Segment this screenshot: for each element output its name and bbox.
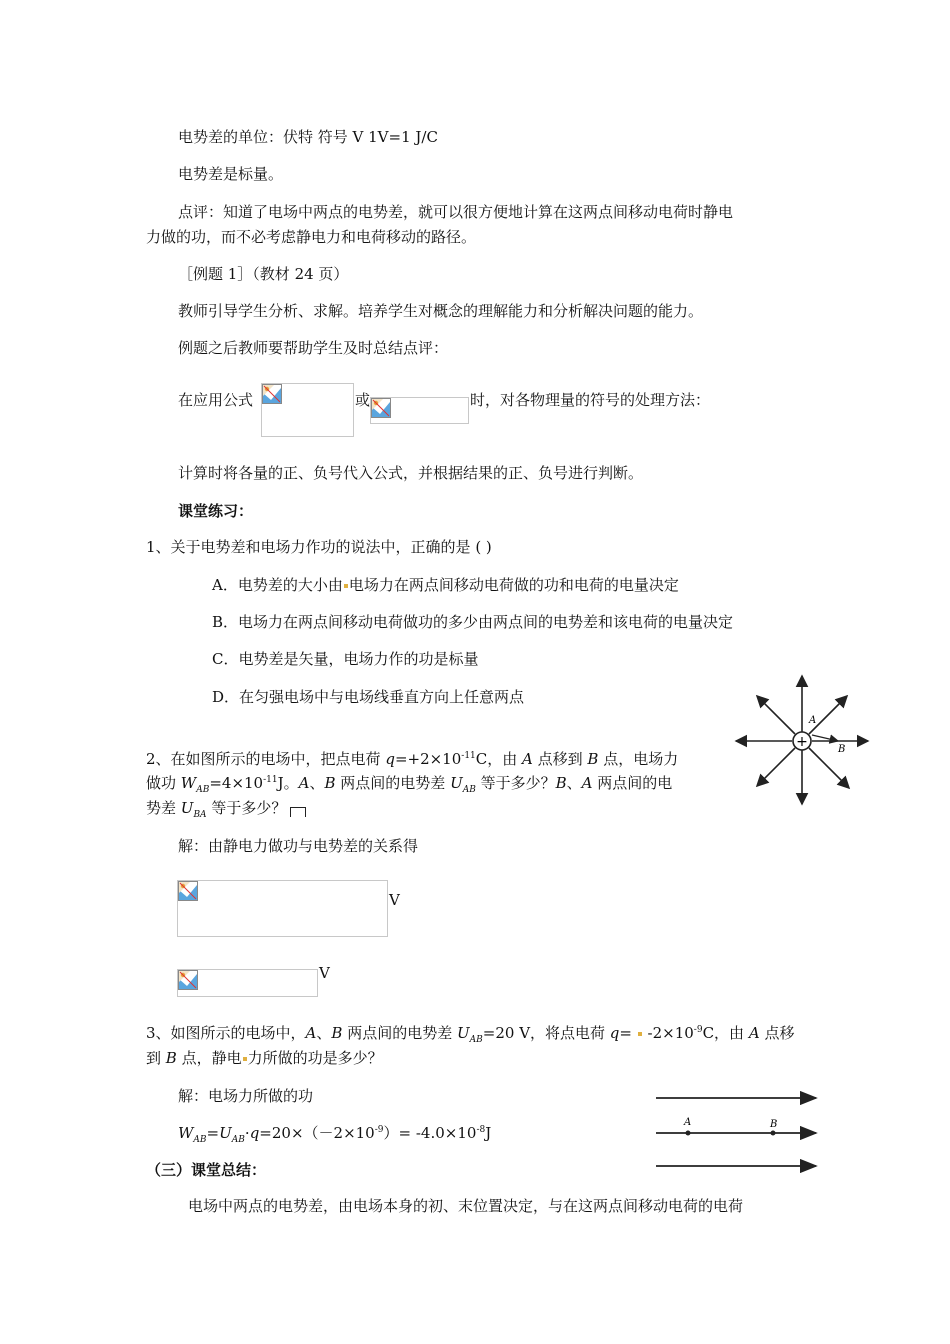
point-a [686, 1131, 691, 1136]
q3-text: 力所做的功是多少？ [247, 1049, 383, 1067]
q2-var-a: A [522, 750, 533, 768]
unit-line: 电势差的单位：伏特 符号 V 1V=1 J/C [178, 128, 438, 146]
radial-field-figure [732, 672, 872, 807]
q2-var-u: U [180, 799, 194, 817]
q2-var-b: B [587, 750, 599, 768]
q1-option-a-pre: A．电势差的大小由 [212, 576, 343, 594]
q2-var-u: U [450, 774, 463, 792]
teacher-line: 教师引导学生分析、求解。培养学生对概念的理解能力和分析解决问题的能力。 [178, 302, 704, 320]
q2-sub-ba: BA [193, 810, 207, 820]
example-title: ［例题 1］（教材 24 页） [178, 265, 349, 283]
q3-var-u: U [219, 1124, 232, 1142]
plus-sign: + [796, 734, 808, 750]
point-b [771, 1131, 776, 1136]
edit-mark [638, 1032, 642, 1036]
edit-mark [344, 584, 348, 588]
formula-tail: 时，对各物理量的符号的处理方法： [470, 391, 711, 409]
q3-text: =20×（－2×10 [259, 1124, 375, 1142]
anchor-mark [290, 807, 306, 817]
q3-solution: 解：电场力所做的功 [178, 1087, 314, 1105]
q3-line-2 [146, 1047, 383, 1069]
q2-line-3 [146, 797, 306, 819]
q3-text: 、 [316, 1024, 332, 1042]
summary-heading: （三）课堂总结： [146, 1161, 267, 1179]
q3-text: = [206, 1124, 220, 1142]
practice-heading: 课堂练习： [178, 502, 254, 520]
q3-exp: -9 [374, 1125, 384, 1135]
q2-unit-1: V [389, 891, 400, 909]
q3-text: 两点间的电势差 [342, 1024, 457, 1042]
q1-stem: 1、关于电势差和电场力作功的说法中，正确的是 ( ) [146, 538, 492, 556]
q3-var-q: q [609, 1024, 620, 1042]
q2-text: 等于多少？ [206, 799, 287, 817]
q2-equation-image-1 [177, 880, 388, 937]
q3-sub-ab: AB [469, 1035, 483, 1045]
q2-text: 点移到 [532, 750, 588, 768]
q2-var-a: A [298, 774, 310, 792]
q3-exp: -9 [693, 1025, 703, 1035]
q2-solution: 解：由静电力做功与电势差的关系得 [178, 837, 419, 855]
comment-line-1: 点评：知道了电场中两点的电势差，就可以很方便地计算在这两点间移动电荷时静电 [178, 203, 734, 221]
q3-text: ）= -4.0×10 [383, 1124, 477, 1142]
q1-option-d: D．在匀强电场中与电场线垂直方向上任意两点 [212, 688, 525, 706]
field-line-downleft [757, 748, 795, 786]
formula-image-1 [261, 383, 354, 437]
q3-var-u: U [456, 1024, 470, 1042]
q3-var-a: A [305, 1024, 317, 1042]
q2-text: 、 [309, 774, 325, 792]
after-example-line: 例题之后教师要帮助学生及时总结点评： [178, 339, 449, 357]
q3-var-b: B [331, 1024, 343, 1042]
formula-intro: 在应用公式 [178, 391, 254, 409]
q2-text: 势差 [146, 799, 181, 817]
comment-line-2: 力做的功，而不必考虑静电力和电荷移动的路径。 [146, 228, 477, 246]
q2-sub-ab: AB [462, 785, 476, 795]
q2-equation-image-2 [177, 969, 318, 997]
q2-var-b: B [555, 774, 567, 792]
edit-mark [243, 1057, 247, 1061]
q3-text: =20 V，将点电荷 [482, 1024, 610, 1042]
q3-text: · [244, 1124, 250, 1142]
q3-text: 点，静电 [176, 1049, 242, 1067]
q3-var-b: B [165, 1049, 177, 1067]
calc-line: 计算时将各量的正、负号代入公式，并根据结果的正、负号进行判断。 [178, 464, 644, 482]
q2-text: 等于多少？ [475, 774, 556, 792]
q2-line-1 [146, 748, 678, 770]
q2-text: 2、在如图所示的电场中，把点电荷 [146, 750, 386, 768]
q3-var-q: q [249, 1124, 260, 1142]
broken-image-icon [262, 384, 282, 404]
q2-text: =4×10 [209, 774, 264, 792]
formula-image-2 [370, 397, 469, 424]
q2-var-w: W [180, 774, 197, 792]
q2-var-a: A [581, 774, 593, 792]
q1-option-a-post: 电场力在两点间移动电荷做的功和电荷的电量决定 [348, 576, 679, 594]
q2-exp: -11 [263, 775, 278, 785]
q3-text: -2×10 [642, 1024, 694, 1042]
q3-sub-ab: AB [231, 1135, 245, 1145]
q3-text: 到 [146, 1049, 166, 1067]
q1-option-a [212, 574, 679, 596]
fig2-label-a: A [684, 1117, 692, 1128]
q2-text: C，由 [475, 750, 523, 768]
scalar-line: 电势差是标量。 [178, 165, 284, 183]
q3-text: J [485, 1124, 492, 1142]
q2-text: =+2×10 [394, 750, 462, 768]
q2-sub-ab: AB [196, 785, 210, 795]
q3-text: 3、如图所示的电场中， [146, 1024, 306, 1042]
q3-text: C，由 [702, 1024, 749, 1042]
broken-image-icon [178, 881, 198, 901]
q3-exp: -8 [476, 1125, 486, 1135]
formula-or: 或 [355, 391, 371, 409]
q2-text: J。 [277, 774, 299, 792]
q2-var-q: q [385, 750, 395, 768]
q3-line-1 [146, 1022, 794, 1044]
broken-image-icon [178, 970, 198, 990]
q2-unit-2: V [319, 964, 330, 982]
q2-text: 点，电场力 [598, 750, 679, 768]
q1-option-b: B．电场力在两点间移动电荷做功的多少由两点间的电势差和该电荷的电量决定 [212, 613, 734, 631]
broken-image-icon [371, 398, 391, 418]
q2-text: 做功 [146, 774, 181, 792]
q2-line-2 [146, 772, 672, 794]
field-line-upleft [757, 696, 795, 734]
uniform-field-figure [652, 1088, 822, 1174]
q2-text: 两点间的电 [592, 774, 673, 792]
q3-text: = [619, 1024, 637, 1042]
fig2-label-b: B [770, 1119, 778, 1130]
q2-exp: -11 [461, 751, 476, 761]
path-a-to-b [812, 735, 838, 741]
summary-line: 电场中两点的电势差，由电场本身的初、末位置决定，与在这两点间移动电荷的电荷 [188, 1197, 744, 1215]
fig1-label-a: A [809, 715, 817, 726]
q2-var-b: B [324, 774, 336, 792]
q3-var-w: W [178, 1124, 194, 1142]
q2-text: 两点间的电势差 [335, 774, 451, 792]
q2-text: 、 [566, 774, 582, 792]
q1-option-c: C．电势差是矢量，电场力作的功是标量 [212, 650, 479, 668]
q3-equation [178, 1122, 491, 1144]
q3-var-a: A [748, 1024, 760, 1042]
q3-sub-ab: AB [193, 1135, 207, 1145]
fig1-label-b: B [838, 744, 846, 755]
q3-text: 点移 [759, 1024, 795, 1042]
